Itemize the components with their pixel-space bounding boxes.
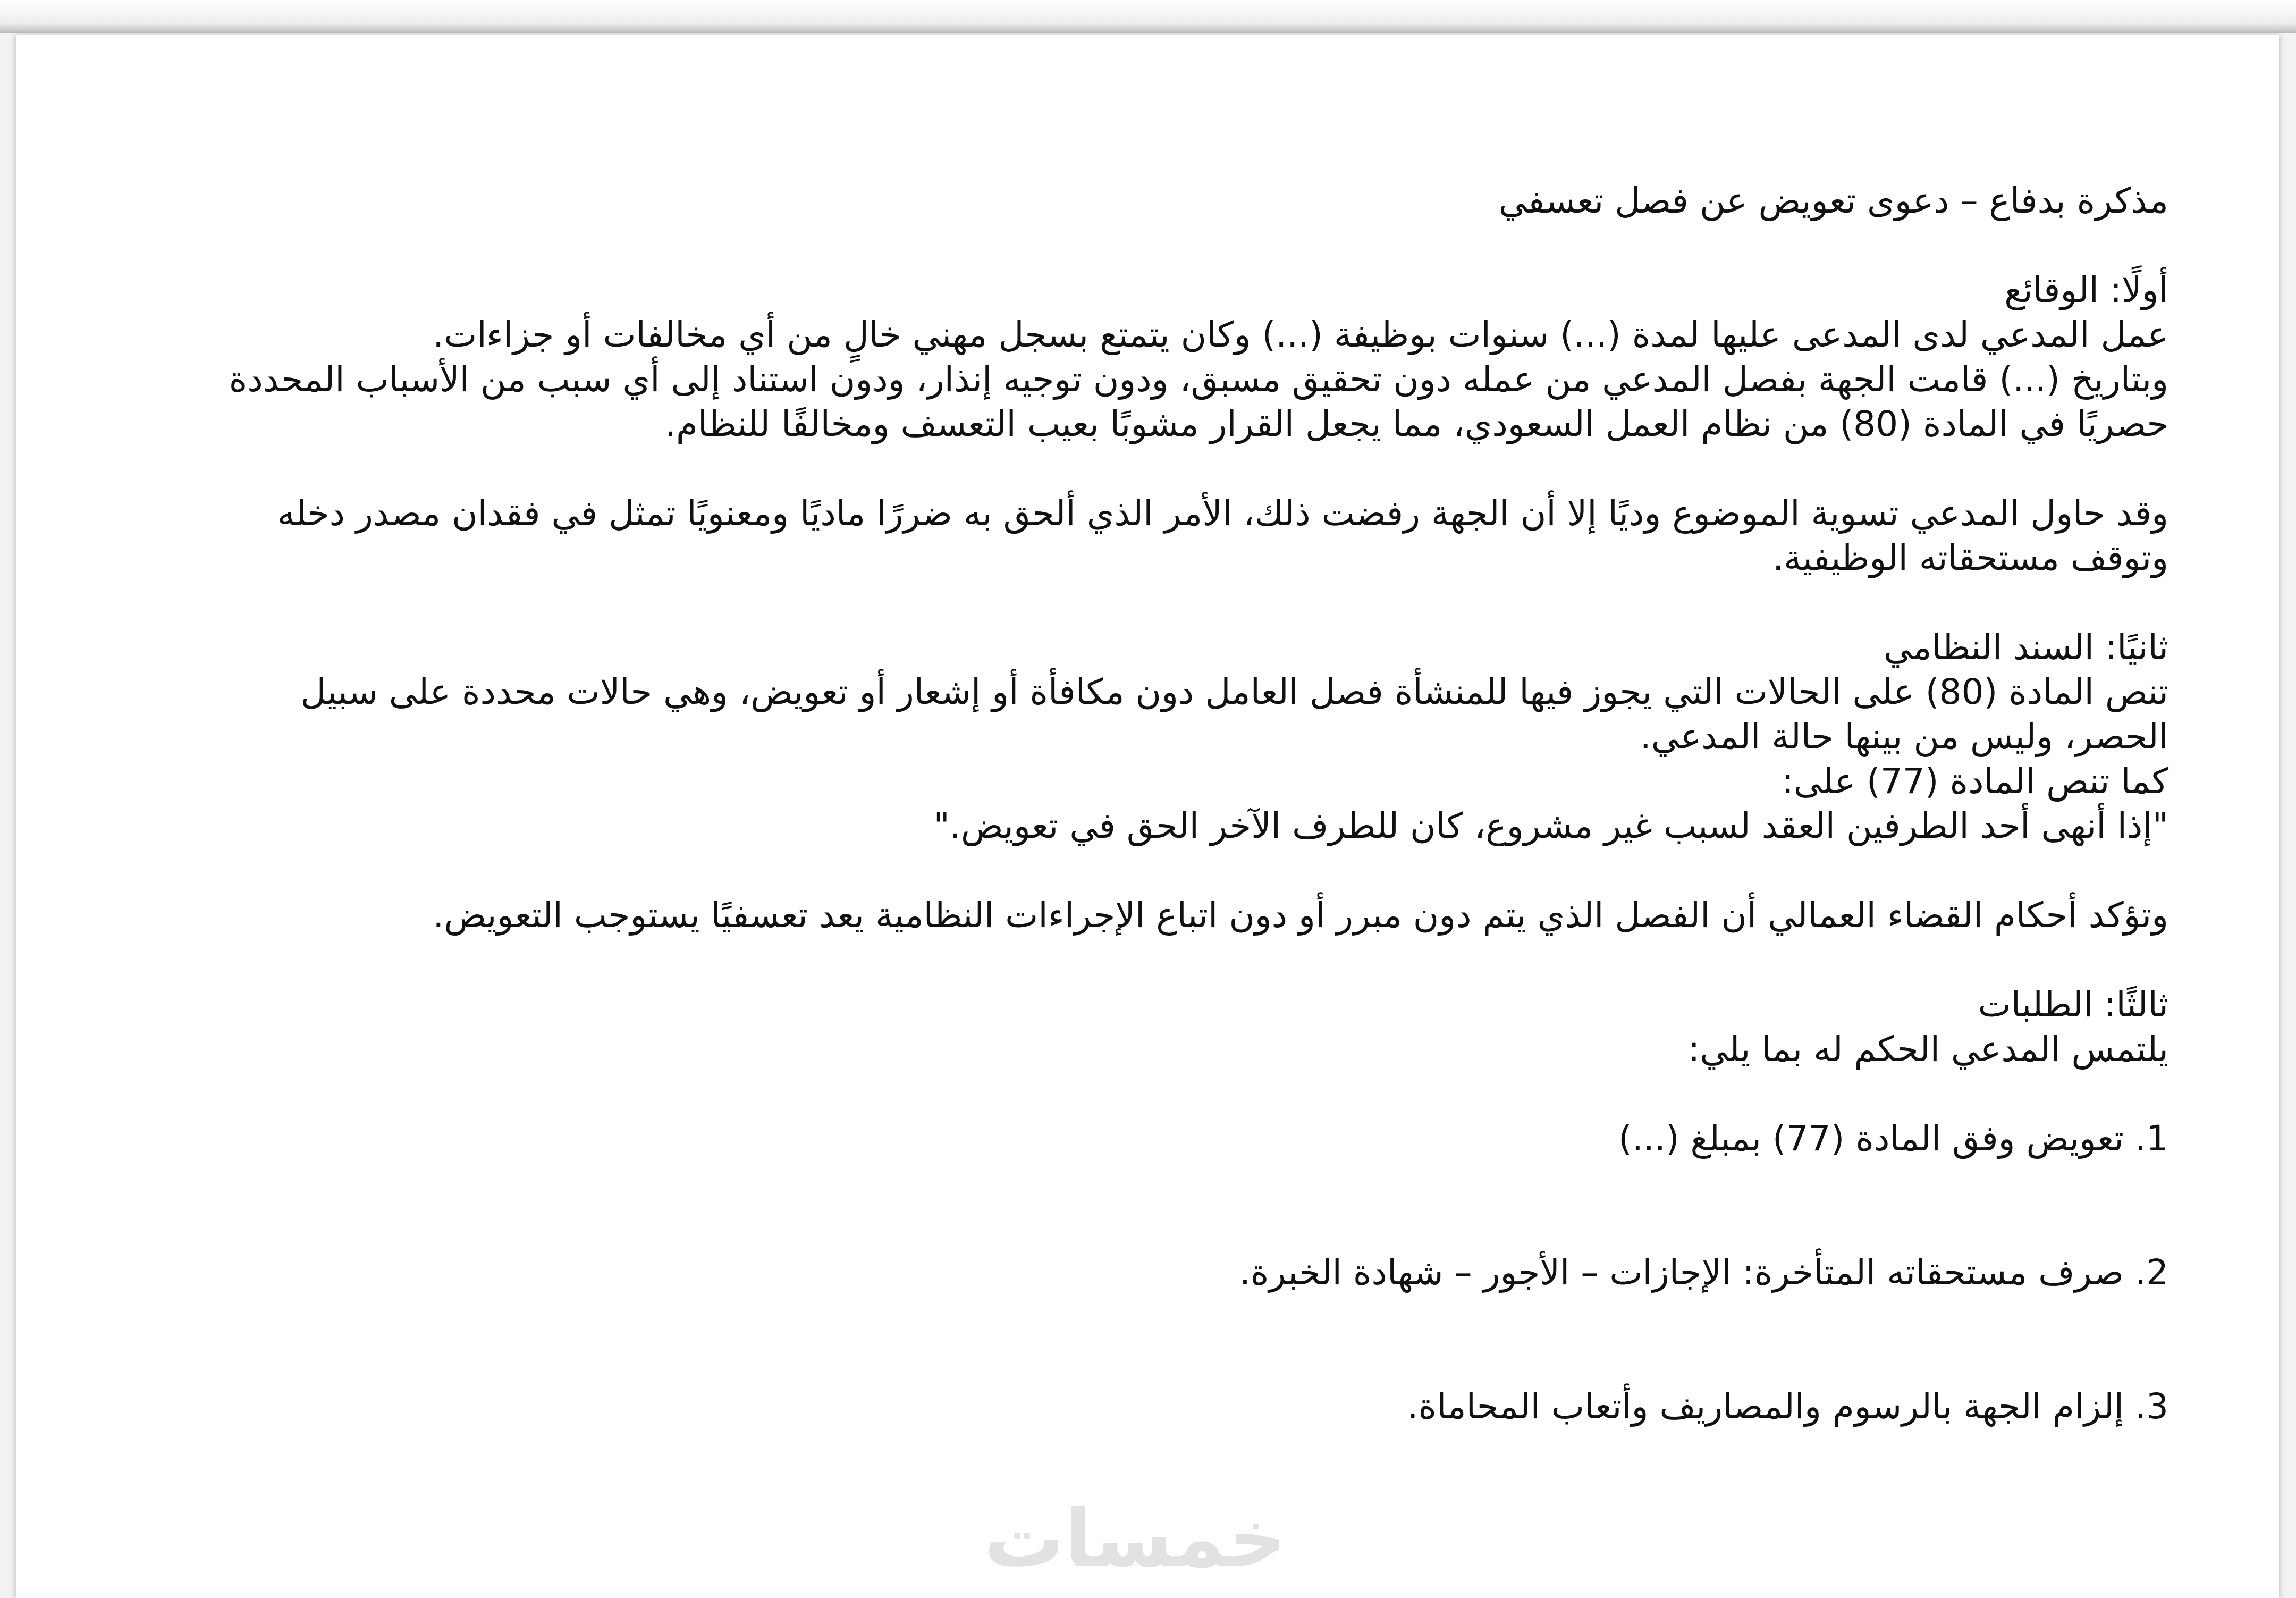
requests-intro: يلتمس المدعي الحكم له بما يلي: <box>1688 1029 2168 1070</box>
spacer <box>191 1295 2168 1384</box>
spacer <box>191 938 2168 982</box>
spacer <box>191 581 2168 625</box>
document-page <box>16 35 2279 1598</box>
article-77-intro: كما تنص المادة (77) على: <box>1782 761 2168 802</box>
article-80-text: تنص المادة (80) على الحالات التي يجوز فيها للمنشأة فصل العامل دون مكافأة أو إشعار أو تعويض، وهي حالات محددة على سبيل الحصر، وليس من بينها حالة المدعي. <box>300 671 2168 757</box>
request-item-3: 3. إلزام الجهة بالرسوم والمصاريف وأتعاب المحاماة. <box>1407 1386 2168 1427</box>
spacer <box>191 1161 2168 1250</box>
section-requests-heading: ثالثًا: الطلبات <box>1978 984 2168 1025</box>
document-title: مذكرة بدفاع – دعوى تعويض عن فصل تعسفي <box>1498 180 2168 221</box>
request-item-1: 1. تعويض وفق المادة (77) بمبلغ (...) <box>1618 1118 2168 1159</box>
watermark-logo: خمسات <box>984 1493 1286 1585</box>
spacer <box>191 447 2168 491</box>
spacer <box>191 223 2168 268</box>
facts-line-1: عمل المدعي لدى المدعى عليها لمدة (...) سنوات بوظيفة (...) وكان يتمتع بسجل مهني خالٍ من أي مخالفات أو جزاءات. <box>433 314 2168 355</box>
jurisprudence-text: وتؤكد أحكام القضاء العمالي أن الفصل الذي يتم دون مبرر أو دون اتباع الإجراءات النظامية يعد تعسفيًا يستوجب التعويض. <box>433 895 2168 936</box>
spacer <box>191 1072 2168 1116</box>
article-77-quote: "إذا أنهى أحد الطرفين العقد لسبب غير مشروع، كان للطرف الآخر الحق في تعويض." <box>933 805 2168 846</box>
section-legal-basis-heading: ثانيًا: السند النظامي <box>1884 627 2168 668</box>
section-facts-heading: أولًا: الوقائع <box>2004 270 2168 310</box>
facts-line-2: وبتاريخ (...) قامت الجهة بفصل المدعي من عمله دون تحقيق مسبق، ودون توجيه إنذار، ودون استناد إلى أي سبب من الأسباب المحددة حصريًا في المادة (80) من نظام العمل السعودي، مما يجعل القرار مشوبًا بعيب التعسف ومخالفًا للنظام. <box>229 359 2168 444</box>
request-item-2: 2. صرف مستحقاته المتأخرة: الإجازات – الأجور – شهادة الخبرة. <box>1239 1252 2168 1293</box>
window-top-edge <box>0 0 2296 33</box>
document-body <box>191 179 2168 1429</box>
facts-paragraph-2: وقد حاول المدعي تسوية الموضوع وديًا إلا أن الجهة رفضت ذلك، الأمر الذي ألحق به ضررًا ماديًا ومعنويًا تمثل في فقدان مصدر دخله وتوقف مستحقاته الوظيفية. <box>277 493 2168 578</box>
spacer <box>191 848 2168 893</box>
